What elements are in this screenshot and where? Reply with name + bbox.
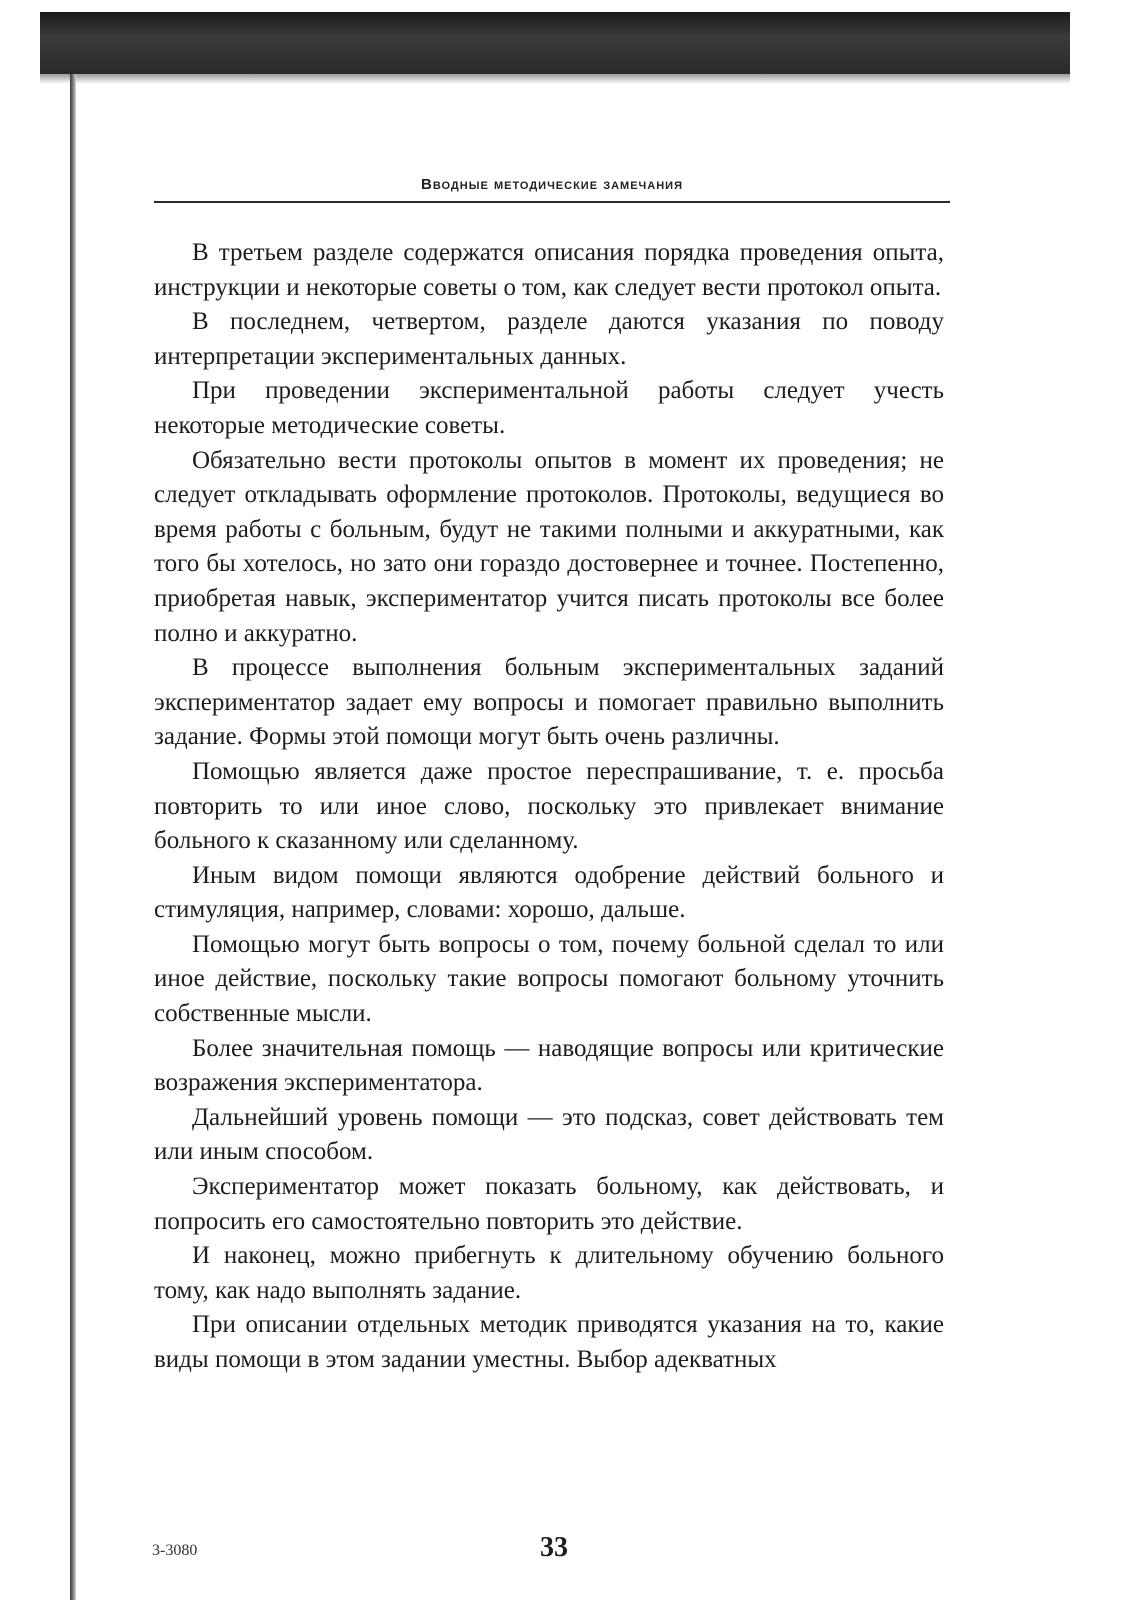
page-body xyxy=(154,236,944,1378)
paragraph: При проведении экспериментальной работы следует учесть некоторые методические советы. xyxy=(154,377,944,439)
paragraph: Более значительная помощь — наводящие вопросы или критические возражения экспериментатора. xyxy=(154,1034,944,1097)
scan-dark-edge xyxy=(40,12,1070,74)
page-number: 33 xyxy=(540,1532,568,1563)
paragraph: В последнем, четвертом, разделе даются указания по поводу интерпретации экспериментальных данных. xyxy=(154,308,944,370)
signature-code: 3-3080 xyxy=(152,1542,198,1559)
paragraph: Обязательно вести протоколы опытов в момент их проведения; не следует откладывать оформление протоколов. Протоколы, ведущиеся во время работы с больным, будут не такими полными и аккуратными, как того бы хотелось, но зато они гораздо достовернее и точнее. Постепенно, приобретая навык, экспериментатор учится писать протоколы все более полно и аккуратно. xyxy=(154,446,944,647)
paragraph: Иным видом помощи являются одобрение действий больного и стимуляция, например, словами: хорошо, дальше. xyxy=(154,861,944,924)
paragraph: Экспериментатор может показать больному, как действовать, и попросить его самостоятельно повторить это действие. xyxy=(154,1173,944,1235)
paragraph: При описании отдельных методик приводятся указания на то, какие виды помощи в этом задании уместны. Выбор адекватных xyxy=(154,1311,944,1373)
paragraph: И наконец, можно прибегнуть к длительному обучению больного тому, как надо выполнять задание. xyxy=(154,1242,944,1304)
header-rule xyxy=(154,201,950,203)
running-header: Вводные методические замечания xyxy=(421,176,683,193)
paragraph: В третьем разделе содержатся описания порядка проведения опыта, инструкции и некоторые советы о том, как следует вести протокол опыта. xyxy=(154,239,944,301)
paragraph: В процессе выполнения больным экспериментальных заданий экспериментатор задает ему вопросы и помогает правильно выполнить задание. Формы этой помощи могут быть очень различны. xyxy=(154,654,944,751)
scan-edge-shadow xyxy=(40,74,1070,84)
paragraph: Помощью могут быть вопросы о том, почему больной сделал то или иное действие, поскольку такие вопросы помогают больному уточнить собственные мысли. xyxy=(154,930,944,1028)
binding-spine-shadow xyxy=(70,74,76,1600)
paragraph: Дальнейший уровень помощи — это подсказ, совет действовать тем или иным способом. xyxy=(154,1103,944,1166)
paragraph: Помощью является даже простое переспрашивание, т. е. просьба повторить то или иное слово, поскольку это привлекает внимание больного к сказанному или сделанному. xyxy=(154,757,944,855)
